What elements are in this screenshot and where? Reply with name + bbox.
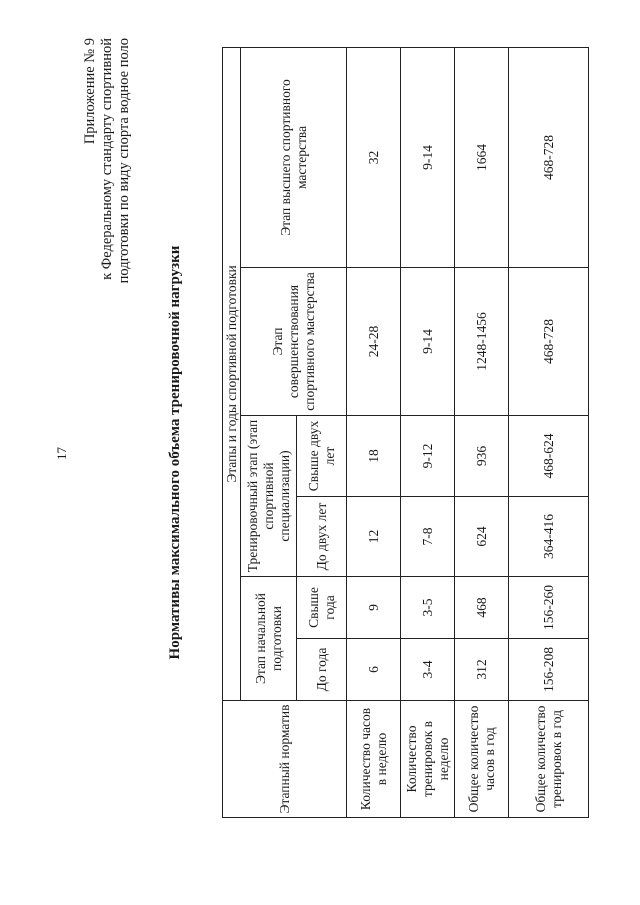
table-cell: 9-12 [401, 416, 455, 497]
appendix-line-2: к Федеральному стандарту спортивной [99, 38, 115, 280]
header-stages: Этапы и годы спортивной подготовки [223, 47, 241, 700]
row-label: Количество часов в неделю [347, 701, 401, 818]
table-cell: 9-14 [401, 268, 455, 416]
subheader-over-two-years: Свыше двух лет [297, 416, 347, 497]
table-cell: 9-14 [401, 47, 455, 267]
header-stage-higher: Этап высшего спортивного мастерства [241, 47, 347, 267]
table-cell: 1664 [455, 47, 509, 267]
header-stage-initial: Этап начальной подготовки [241, 577, 297, 701]
row-label: Общее количество тренировок в год [509, 701, 589, 818]
table-cell: 7-8 [401, 497, 455, 577]
table-cell: 312 [455, 639, 509, 701]
table-cell: 936 [455, 416, 509, 497]
table-cell: 24-28 [347, 268, 401, 416]
norms-table [222, 47, 589, 818]
table-cell: 468-624 [509, 416, 589, 497]
table-cell: 1248-1456 [455, 268, 509, 416]
table-cell: 468 [455, 577, 509, 639]
table-cell: 156-260 [509, 577, 589, 639]
table-row [455, 47, 509, 817]
header-stage-improvement: Этап совершенствования спортивного мастерства [241, 268, 347, 416]
table-cell: 6 [347, 639, 401, 701]
table-row [509, 47, 589, 817]
subheader-over-year: Свыше года [297, 577, 347, 639]
table-cell: 32 [347, 47, 401, 267]
table-cell: 3-5 [401, 577, 455, 639]
table-cell: 3-4 [401, 639, 455, 701]
appendix-header [82, 38, 133, 558]
subheader-up-to-year: До года [297, 639, 347, 701]
table-row [401, 47, 455, 817]
table-cell: 156-208 [509, 639, 589, 701]
table-cell: 12 [347, 497, 401, 577]
document-title: Нормативы максимального объема тренировочной нагрузки [167, 245, 183, 660]
table-cell: 468-728 [509, 47, 589, 267]
subheader-up-to-two-years: До двух лет [297, 497, 347, 577]
row-label: Количество тренировок в неделю [401, 701, 455, 818]
table-row [347, 47, 401, 817]
row-label: Общее количество часов в год [455, 701, 509, 818]
page-number: 17 [54, 447, 69, 460]
table-cell: 18 [347, 416, 401, 497]
table-cell: 624 [455, 497, 509, 577]
appendix-line-1: Приложение № 9 [82, 38, 98, 145]
header-stage-training: Тренировочный этап (этап спортивной специализации) [241, 416, 297, 577]
table-cell: 468-728 [509, 268, 589, 416]
appendix-line-3: подготовки по виду спорта водное поло [116, 38, 132, 284]
table-cell: 364-416 [509, 497, 589, 577]
table-cell: 9 [347, 577, 401, 639]
header-norm: Этапный норматив [223, 701, 347, 818]
